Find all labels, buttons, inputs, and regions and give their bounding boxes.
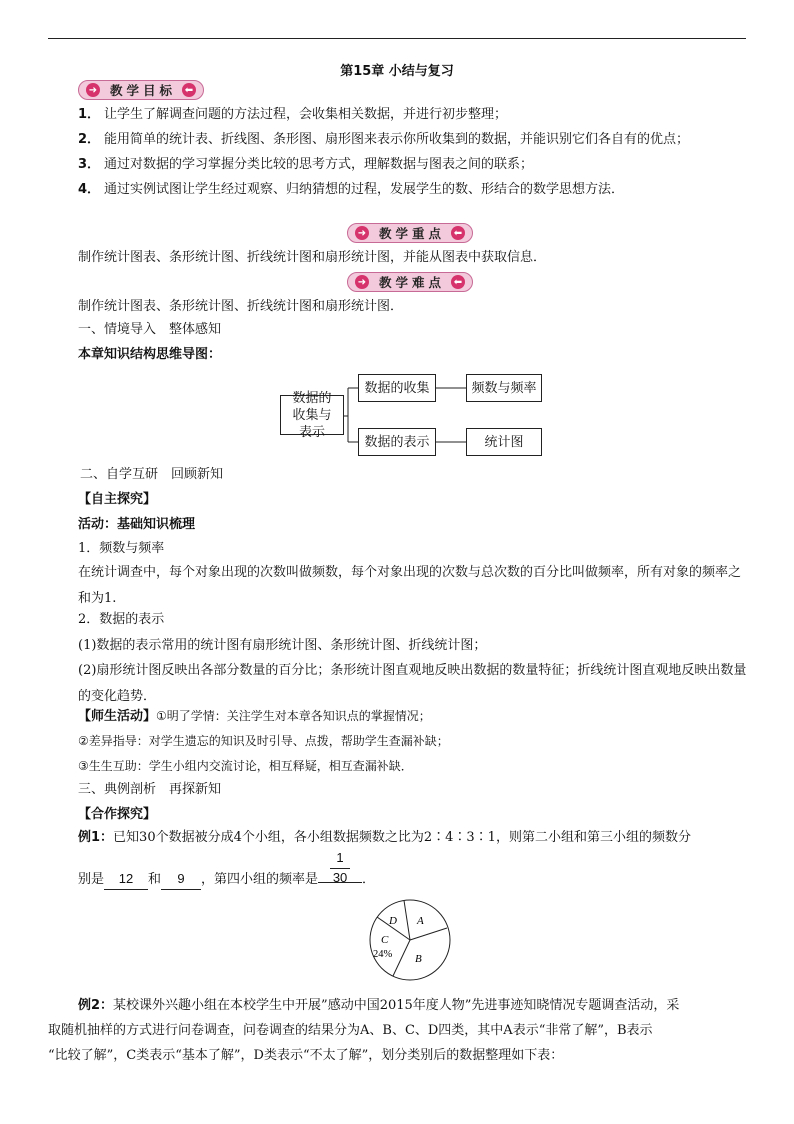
teacher-activity-1 [78,706,748,727]
difficulties-badge [347,272,473,292]
objective-num: 3． [78,157,101,172]
example-1-line1 [78,828,748,848]
section-3-heading: 三、典例剖析 再探新知 [78,782,222,797]
item-1-title-text: 1．频数与频率 [78,541,165,556]
item-1-title [78,539,748,559]
mindmap-branch-represent [358,428,436,456]
answer-blank-3 [318,850,362,885]
self-explore-heading: 【自主探究】 [78,492,157,507]
answer-blank-1: 12 [104,869,148,890]
objective-num: 1． [78,107,101,122]
objective-text: 能用简单的统计表、折线图、条形图、扇形图来表示你所收集到的数据，并能识别它们各自有的优点； [104,132,690,147]
section-2-heading: 二、自学互研 回顾新知 [80,467,224,482]
example-1-text: 已知30个数据被分成4个小组，各小组数据频数之比为2∶4∶3∶1，则第二小组和第三小组的频数分 [113,830,691,845]
teacher-activity-3: ③生生互助：学生小组内交流讨论，相互释疑，相互查漏补缺． [78,759,413,773]
example-2-label: 例2： [78,998,114,1013]
pie-label-d: D [389,915,397,927]
example-1-text-b: ，第四小组的频率是 [201,872,319,887]
arrow-left-icon: ⬅ [451,226,465,240]
example-1-text-a: 别是 [78,872,105,887]
item-2-p2: (2)扇形统计图反映出各部分数量的百分比；条形统计图直观地反映出数据的数量特征；折线统计图直观地反映出数量的变化趋势． [78,663,747,704]
objectives-badge [78,80,204,100]
fraction-denominator: 30 [332,870,348,885]
pie-label-c: C [381,934,389,946]
example-1-line2 [78,850,748,890]
mindmap-leaf-frequency-label: 频数与频率 [471,380,537,396]
arrow-right-icon: ➜ [355,275,369,289]
example-1-text-mid: 和 [148,872,162,887]
objective-num: 2． [78,132,101,147]
objective-text: 通过实例试图让学生经过观察、归纳猜想的过程，发展学生的数、形结合的数学思想方法． [104,182,625,197]
example-2-text-1: 某校课外兴趣小组在本校学生中开展”感动中国2015年度人物”先进事迹知晓情况专题调查活动，采 [113,998,680,1013]
teacher-activity-2: ②差异指导：对学生遗忘的知识及时引导、点拨，帮助学生查漏补缺； [78,734,449,748]
mindmap-leaf-frequency [466,374,542,402]
teacher-activity-label: 【师生活动】 [78,709,157,724]
pie-label-c-percent: 24% [373,949,393,960]
objective-text: 让学生了解调查问题的方法过程，会收集相关数据，并进行初步整理； [104,107,508,122]
page-title: 第15章 小结与复习 [340,64,454,79]
objective-3 [78,155,748,175]
answer-blank-2: 9 [161,869,201,890]
fraction-numerator: 1 [336,850,344,865]
example-2-line1 [78,996,748,1016]
coop-heading: 【合作探究】 [78,807,157,822]
objective-num: 4． [78,182,101,197]
objectives-badge-label: 教学目标 [109,83,176,98]
pie-label-b: B [415,953,422,965]
pie-label-a: A [417,915,424,927]
item-2-p1: (1)数据的表示常用的统计图有扇形统计图、条形统计图、折线统计图； [78,638,487,653]
example-2-line3: “比较了解”，C类表示“基本了解”，D类表示“不太了解”，划分类别后的数据整理如下表： [48,1048,564,1063]
mindmap-branch-collect [358,374,436,402]
header-rule [48,38,746,39]
mindmap-root [280,390,344,440]
objective-4 [78,180,748,200]
keypoints-text: 制作统计图表、条形统计图、折线统计图和扇形统计图，并能从图表中获取信息． [78,250,547,265]
difficulties-badge-label: 教学难点 [378,275,445,290]
teacher-activity-text: ①明了学情：关注学生对本章各知识点的掌握情况； [156,709,431,723]
mindmap-heading: 本章知识结构思维导图： [78,347,222,362]
activity-heading: 活动：基础知识梳理 [78,517,196,532]
example-1-end: ． [362,872,376,887]
mindmap-branch-collect-label: 数据的收集 [364,380,430,396]
mindmap-leaf-chart [466,428,542,456]
example-1-label: 例1： [78,830,114,845]
objective-1 [78,105,748,125]
arrow-left-icon: ⬅ [182,83,196,97]
arrow-left-icon: ⬅ [451,275,465,289]
objective-text: 通过对数据的学习掌握分类比较的思考方式，理解数据与图表之间的联系； [104,157,534,172]
mindmap-branch-represent-label: 数据的表示 [364,434,430,450]
item-1-text: 在统计调查中，每个对象出现的次数叫做频数，每个对象出现的次数与总次数的百分比叫做频率，所有对象的频率之和为1. [78,565,742,606]
section-1-heading: 一、情境导入 整体感知 [78,322,222,337]
item-2-title: 2．数据的表示 [78,612,165,627]
objective-2 [78,130,748,150]
mindmap-root-label: 数据的收集与表示 [292,390,332,440]
arrow-right-icon: ➜ [86,83,100,97]
example-2-line2: 取随机抽样的方式进行问卷调查，问卷调查的结果分为A、B、C、D四类，其中A表示“非常了解”，B表示 [48,1023,653,1038]
mindmap-leaf-chart-label: 统计图 [484,434,524,450]
arrow-right-icon: ➜ [355,226,369,240]
difficulties-text: 制作统计图表、条形统计图、折线统计图和扇形统计图． [78,299,404,314]
keypoints-badge [347,223,473,243]
keypoints-badge-label: 教学重点 [378,226,445,241]
pie-chart [360,898,460,982]
